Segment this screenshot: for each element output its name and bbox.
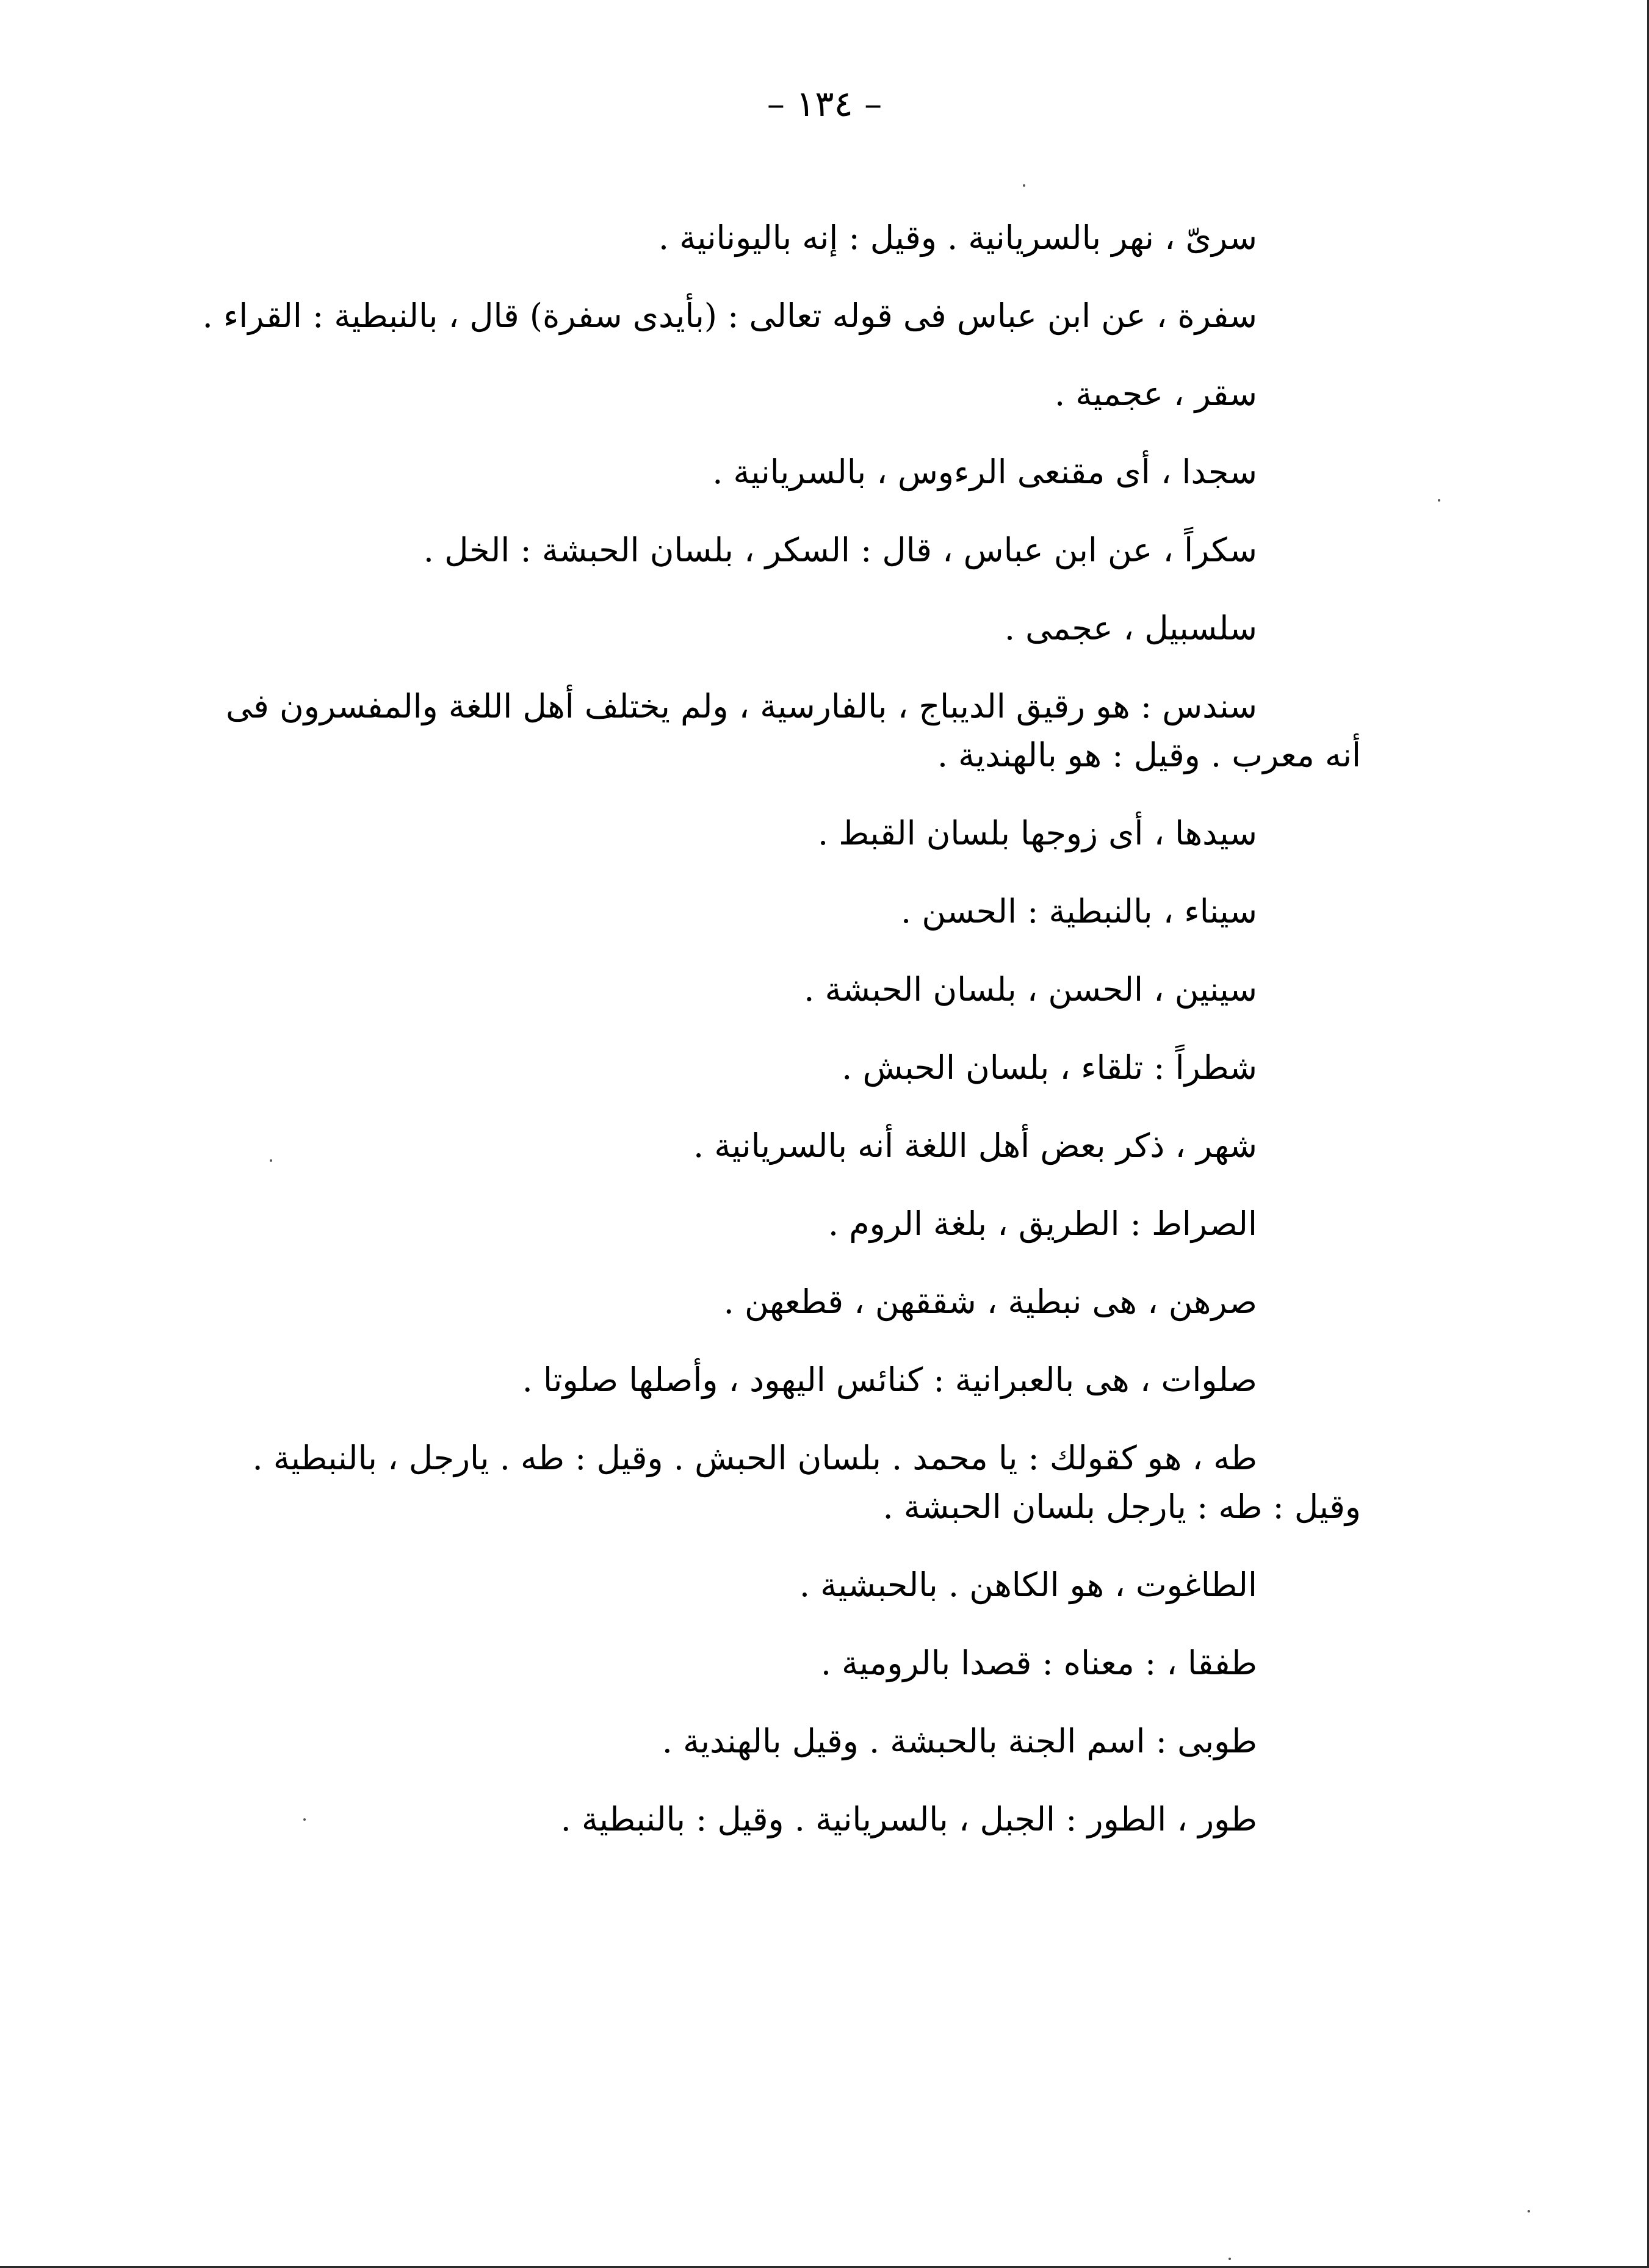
scan-speck (270, 1159, 272, 1162)
glossary-entry: صلوات ، هى بالعبرانية : كنائس اليهود ، وأصلها صلوتا . (522, 1361, 1257, 1399)
glossary-entry: سقر ، عجمية . (1055, 375, 1257, 413)
scan-speck (1229, 2258, 1231, 2260)
glossary-entry: الطاغوت ، هو الكاهن . بالحبشية . (799, 1566, 1257, 1604)
glossary-entry: سلسبيل ، عجمى . (1004, 609, 1257, 647)
scan-speck (1023, 184, 1025, 187)
scan-speck (1438, 499, 1440, 502)
scan-speck (1528, 2210, 1530, 2212)
glossary-entry: شهر ، ذكر بعض أهل اللغة أنه بالسريانية . (693, 1126, 1257, 1165)
glossary-entries (183, 214, 1361, 1873)
glossary-entry: الصراط : الطريق ، بلغة الروم . (828, 1204, 1257, 1243)
glossary-entry: طه ، هو كقولك : يا محمد . بلسان الحبش . وقيل : طه . يارجل ، بالنبطية . وقيل : طه : يارجل بلسان الحبشة . (252, 1439, 1361, 1526)
page-number: – ١٣٤ – (767, 83, 882, 124)
glossary-entry: سيدها ، أى زوجها بلسان القبط . (817, 814, 1257, 852)
glossary-entry: طفقا ، : معناه : قصدا بالرومية . (820, 1644, 1257, 1682)
glossary-entry: طوبى : اسم الجنة بالحبشة . وقيل بالهندية . (662, 1722, 1257, 1760)
glossary-entry: طور ، الطور : الجبل ، بالسريانية . وقيل : بالنبطية . (560, 1800, 1257, 1838)
glossary-entry: سينين ، الحسن ، بلسان الحبشة . (804, 970, 1257, 1009)
glossary-entry: شطراً : تلقاء ، بلسان الحبش . (842, 1048, 1257, 1087)
scan-speck (303, 1818, 306, 1821)
glossary-entry: سيناء ، بالنبطية : الحسن . (901, 892, 1257, 931)
glossary-entry: سفرة ، عن ابن عباس فى قوله تعالى : (بأيدى سفرة) قال ، بالنبطية : القراء . (202, 297, 1257, 335)
glossary-entry: سرىّ ، نهر بالسريانية . وقيل : إنه باليونانية . (658, 218, 1257, 257)
glossary-entry: صرهن ، هى نبطية ، شققهن ، قطعهن . (723, 1283, 1257, 1321)
glossary-entry: سكراً ، عن ابن عباس ، قال : السكر ، بلسان الحبشة : الخل . (423, 531, 1257, 569)
glossary-entry: سجدا ، أى مقنعى الرءوس ، بالسريانية . (712, 453, 1257, 491)
glossary-entry: سندس : هو رقيق الديباج ، بالفارسية ، ولم يختلف أهل اللغة والمفسرون فى أنه معرب . وقيل : هو بالهندية . (225, 687, 1361, 774)
